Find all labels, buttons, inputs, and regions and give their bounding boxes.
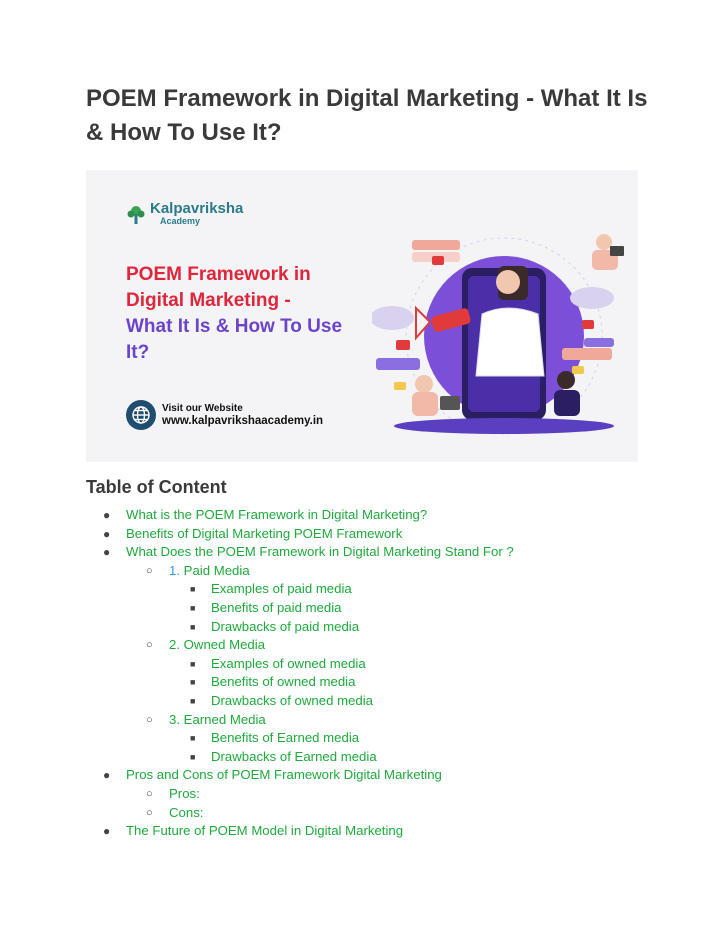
toc-item	[0, 525, 720, 544]
table-of-contents	[0, 506, 720, 841]
toc-link[interactable]: The Future of POEM Model in Digital Marketing	[126, 823, 404, 839]
bullet-circle-icon: ○	[146, 713, 153, 726]
bullet-circle-icon: ○	[146, 639, 153, 652]
toc-number: 1.	[169, 562, 180, 578]
bullet-square-icon: ■	[190, 733, 196, 744]
logo	[126, 202, 243, 228]
toc-item	[0, 804, 720, 823]
toc-item	[0, 785, 720, 804]
banner-image	[86, 170, 638, 462]
toc-item	[0, 822, 720, 841]
toc-link[interactable]: Benefits of paid media	[211, 599, 342, 615]
toc-link[interactable]: Cons:	[169, 804, 204, 820]
toc-link[interactable]: Drawbacks of Earned media	[211, 748, 377, 764]
bullet-square-icon: ■	[190, 751, 196, 762]
bullet-square-icon: ■	[190, 621, 196, 632]
logo-name: Kalpavriksha	[150, 200, 244, 217]
toc-item	[0, 748, 720, 767]
toc-item	[0, 711, 720, 730]
logo-subtitle: Academy	[160, 216, 201, 226]
bullet-disc-icon: ●	[103, 545, 111, 560]
bullet-square-icon: ■	[190, 584, 196, 595]
toc-item	[0, 655, 720, 674]
bullet-disc-icon: ●	[103, 824, 111, 839]
toc-link[interactable]: 3. Earned Media	[169, 711, 266, 727]
toc-link[interactable]: What is the POEM Framework in Digital Marketing?	[126, 507, 428, 522]
toc-link[interactable]: 2. Owned Media	[169, 637, 266, 653]
toc-item	[0, 543, 720, 562]
toc-item	[0, 580, 720, 599]
toc-link[interactable]: Drawbacks of owned media	[211, 692, 373, 708]
toc-link[interactable]: Benefits of Digital Marketing POEM Framework	[126, 525, 403, 541]
toc-link[interactable]: What Does the POEM Framework in Digital Marketing Stand For ?	[126, 544, 514, 560]
visit-website	[126, 400, 323, 430]
toc-heading: Table of Content	[86, 477, 227, 497]
visit-url: www.kalpavrikshaacademy.in	[162, 415, 324, 427]
toc-item	[0, 506, 720, 525]
page-title: POEM Framework in Digital Marketing - What It Is & How To Use It?	[86, 85, 648, 146]
bullet-circle-icon: ○	[146, 564, 153, 577]
toc-link[interactable]: Drawbacks of paid media	[211, 618, 360, 634]
toc-item	[0, 692, 720, 711]
bullet-disc-icon: ●	[103, 526, 111, 541]
toc-link[interactable]: Benefits of owned media	[211, 674, 356, 690]
toc-link[interactable]: Pros:	[169, 785, 200, 801]
toc-item	[0, 636, 720, 655]
marketing-illustration	[372, 226, 626, 448]
toc-link[interactable]: Examples of paid media	[211, 581, 352, 597]
bullet-circle-icon: ○	[146, 787, 153, 800]
toc-link-label: Paid Media	[183, 562, 250, 578]
bullet-square-icon: ■	[190, 658, 196, 669]
bullet-disc-icon: ●	[103, 768, 111, 783]
globe-icon	[126, 400, 156, 430]
banner-headline	[126, 262, 366, 366]
toc-item	[0, 673, 720, 692]
toc-link[interactable]: Benefits of Earned media	[211, 730, 360, 746]
toc-link[interactable]: Examples of owned media	[211, 655, 366, 671]
toc-item	[0, 766, 720, 785]
toc-item	[0, 729, 720, 748]
bullet-square-icon: ■	[190, 602, 196, 613]
toc-item	[0, 562, 720, 581]
tree-logo-icon	[126, 205, 146, 225]
toc-link[interactable]: Pros and Cons of POEM Framework Digital Marketing	[126, 767, 442, 783]
toc-item	[0, 618, 720, 637]
bullet-circle-icon: ○	[146, 806, 153, 819]
toc-link-paid-media[interactable]	[169, 562, 250, 581]
bullet-disc-icon: ●	[103, 508, 111, 522]
bullet-square-icon: ■	[190, 695, 196, 706]
banner-headline-part2: What It Is & How To Use It?	[126, 316, 343, 363]
bullet-square-icon: ■	[190, 677, 196, 688]
banner-headline-part1: POEM Framework in Digital Marketing -	[126, 264, 311, 311]
visit-label: Visit our Website	[162, 403, 243, 414]
toc-item	[0, 599, 720, 618]
